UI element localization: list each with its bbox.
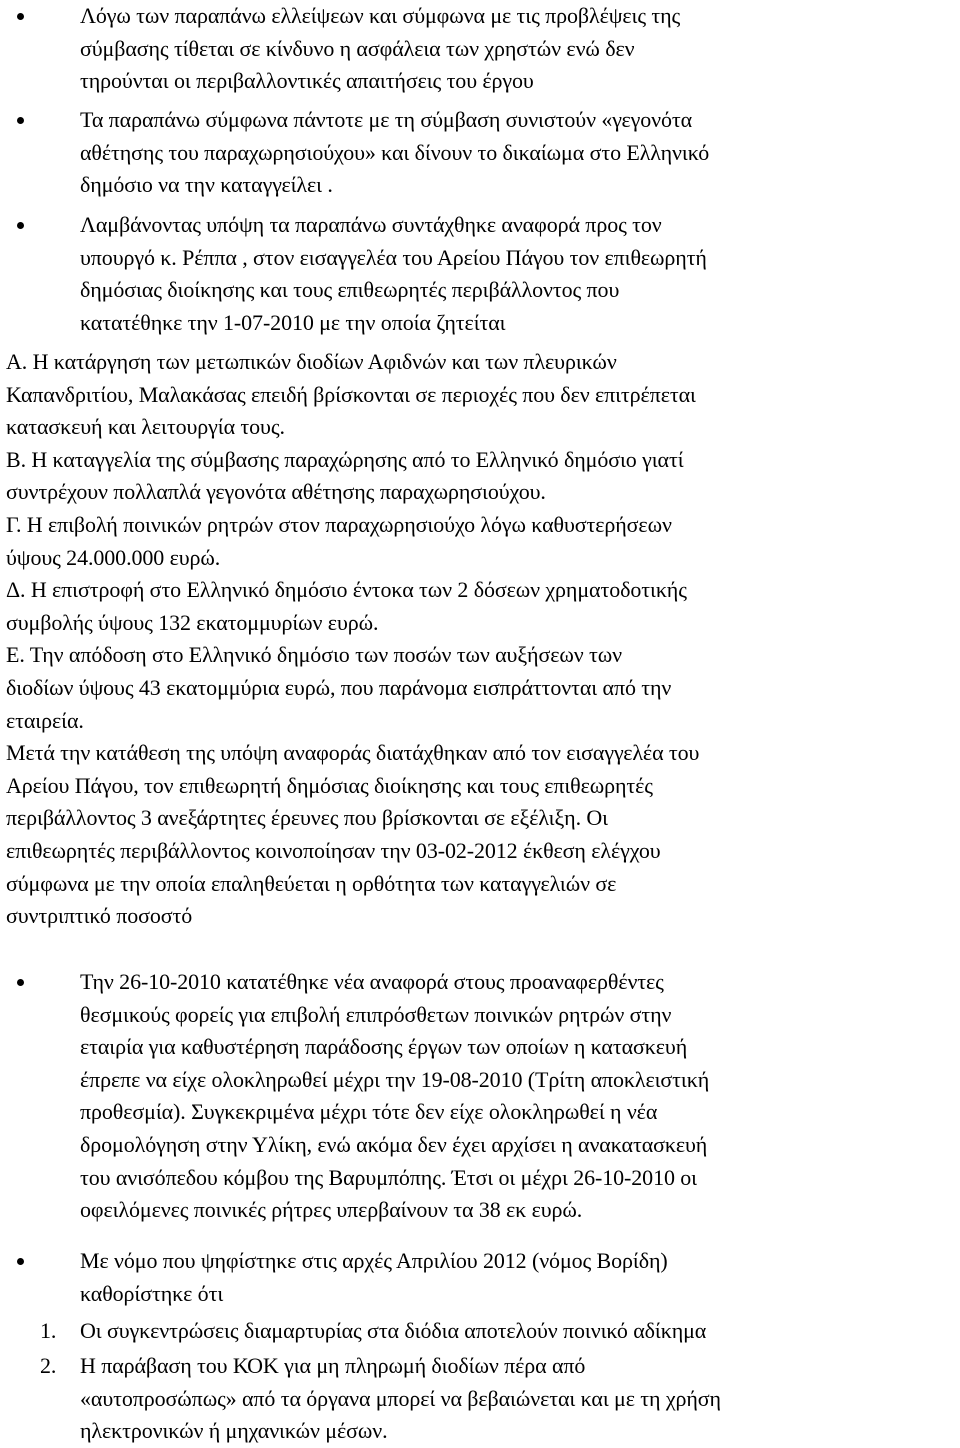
text-line: Γ. Η επιβολή ποινικών ρητρών στον παραχωρησιούχο λόγω καθυστερήσεων (6, 511, 672, 537)
text-line: Με νόμο που ψηφίστηκε στις αρχές Απριλίου 2012 (νόμος Βορίδη) (80, 1248, 668, 1273)
text-line: Μετά την κατάθεση της υπόψη αναφοράς διατάχθηκαν από τον εισαγγελέα του (6, 740, 700, 766)
numbered-item (0, 1350, 960, 1448)
text-line: Καπανδριτίου, Μαλακάσας επειδή βρίσκονται σε περιοχές που δεν επιτρέπεται (6, 381, 696, 407)
text-line: Αρείου Πάγου, τον επιθεωρητή δημόσιας διοίκησης και τους επιθεωρητές (6, 772, 653, 798)
text-line: σύμβασης τίθεται σε κίνδυνο η ασφάλεια των χρηστών ενώ δεν (80, 35, 635, 61)
text-line: κατασκευή και λειτουργία τους. (6, 414, 285, 440)
bullet-dot-icon (17, 13, 24, 20)
text-line: τηρούνται οι περιβαλλοντικές απαιτήσεις του έργου (80, 68, 534, 94)
bullet-dot-icon (17, 979, 24, 986)
list-number: 2. (40, 1353, 57, 1378)
bullet-item (0, 966, 960, 1227)
text-line: κατατέθηκε την 1-07-2010 με την οποία ζητείται (80, 309, 506, 335)
bullet-dot-icon (17, 222, 24, 229)
bullet-item (0, 209, 960, 339)
text-line: οφειλόμενες ποινικές ρήτρες υπερβαίνουν τα 38 εκ ευρώ. (80, 1197, 583, 1223)
text-line: «αυτοπροσώπως» από τα όργανα μπορεί να βεβαιώνεται και με τη χρήση (80, 1385, 721, 1411)
text-line: προθεσμία). Συγκεκριμένα μέχρι τότε δεν είχε ολοκληρωθεί η νέα (80, 1099, 658, 1125)
bullet-dot-icon (17, 117, 24, 124)
text-line: δρομολόγηση στην Υλίκη, ενώ ακόμα δεν έχει αρχίσει η ανακατασκευή (80, 1131, 708, 1157)
body-text (0, 346, 960, 933)
text-line: υπουργό κ. Ρέππα , στον εισαγγελέα του Αρείου Πάγου τον επιθεωρητή (80, 244, 707, 270)
text-line: Την 26-10-2010 κατατέθηκε νέα αναφορά στους προαναφερθέντες (80, 969, 664, 994)
text-line: ηλεκτρονικών ή μηχανικών μέσων. (80, 1418, 388, 1444)
numbered-item (0, 1315, 960, 1348)
bullet-item (0, 104, 960, 202)
text-line: συντρέχουν πολλαπλά γεγονότα αθέτησης παραχωρησιούχου. (6, 479, 546, 505)
text-line: Β. Η καταγγελία της σύμβασης παραχώρησης από το Ελληνικό δημόσιο γιατί (6, 446, 684, 472)
text-line: συμβολής ύψους 132 εκατομμυρίων ευρώ. (6, 609, 379, 635)
text-line: Α. Η κατάργηση των μετωπικών διοδίων Αφιδνών και των πλευρικών (6, 349, 617, 374)
text-line: καθορίστηκε ότι (80, 1280, 224, 1306)
text-line: Λαμβάνοντας υπόψη τα παραπάνω συντάχθηκε αναφορά προς τον (80, 212, 662, 237)
list-number: 1. (40, 1318, 57, 1343)
text-line: έπρεπε να είχε ολοκληρωθεί μέχρι την 19-08-2010 (Τρίτη αποκλειστική (80, 1066, 710, 1092)
text-line: Δ. Η επιστροφή στο Ελληνικό δημόσιο έντοκα των 2 δόσεων χρηματοδοτικής (6, 577, 687, 603)
text-line: περιβάλλοντος 3 ανεξάρτητες έρευνες που βρίσκονται σε εξέλιξη. Οι (6, 805, 608, 831)
text-line: συντριπτικό ποσοστό (6, 903, 193, 929)
text-line: δημόσιας διοίκησης και τους επιθεωρητές περιβάλλοντος που (80, 277, 620, 303)
text-line: εταιρία για καθυστέρηση παράδοσης έργων των οποίων η κατασκευή (80, 1034, 688, 1060)
text-line: θεσμικούς φορείς για επιβολή επιπρόσθετων ποινικών ρητρών στην (80, 1001, 672, 1027)
text-line: διοδίων ύψους 43 εκατομμύρια ευρώ, που παράνομα εισπράττονται από την (6, 674, 672, 700)
text-line: Λόγω των παραπάνω ελλείψεων και σύμφωνα με τις προβλέψεις της (80, 3, 681, 28)
text-line: ύψους 24.000.000 ευρώ. (6, 544, 221, 570)
text-line: σύμφωνα με την οποία επαληθεύεται η ορθότητα των καταγγελιών σε (6, 870, 617, 896)
text-line: του ανισόπεδου κόμβου της Βαρυμπόπης. Έτσι οι μέχρι 26-10-2010 οι (80, 1164, 697, 1190)
bullet-dot-icon (17, 1258, 24, 1265)
text-line: επιθεωρητές περιβάλλοντος κοινοποίησαν την 03-02-2012 έκθεση ελέγχου (6, 837, 661, 863)
text-line: δημόσιο να την καταγγείλει . (80, 172, 333, 198)
text-line: Ε. Την απόδοση στο Ελληνικό δημόσιο των ποσών των αυξήσεων των (6, 642, 622, 668)
text-line: Οι συγκεντρώσεις διαμαρτυρίας στα διόδια αποτελούν ποινικό αδίκημα (80, 1318, 707, 1343)
text-line: εταιρεία. (6, 707, 84, 733)
text-line: αθέτησης του παραχωρησιούχου» και δίνουν το δικαίωμα στο Ελληνικό (80, 139, 710, 165)
text-line: Η παράβαση του ΚΟΚ για μη πληρωμή διοδίων πέρα από (80, 1353, 586, 1378)
bullet-item (0, 1245, 960, 1310)
bullet-item (0, 0, 960, 98)
text-line: Τα παραπάνω σύμφωνα πάντοτε με τη σύμβαση συνιστούν «γεγονότα (80, 107, 693, 132)
